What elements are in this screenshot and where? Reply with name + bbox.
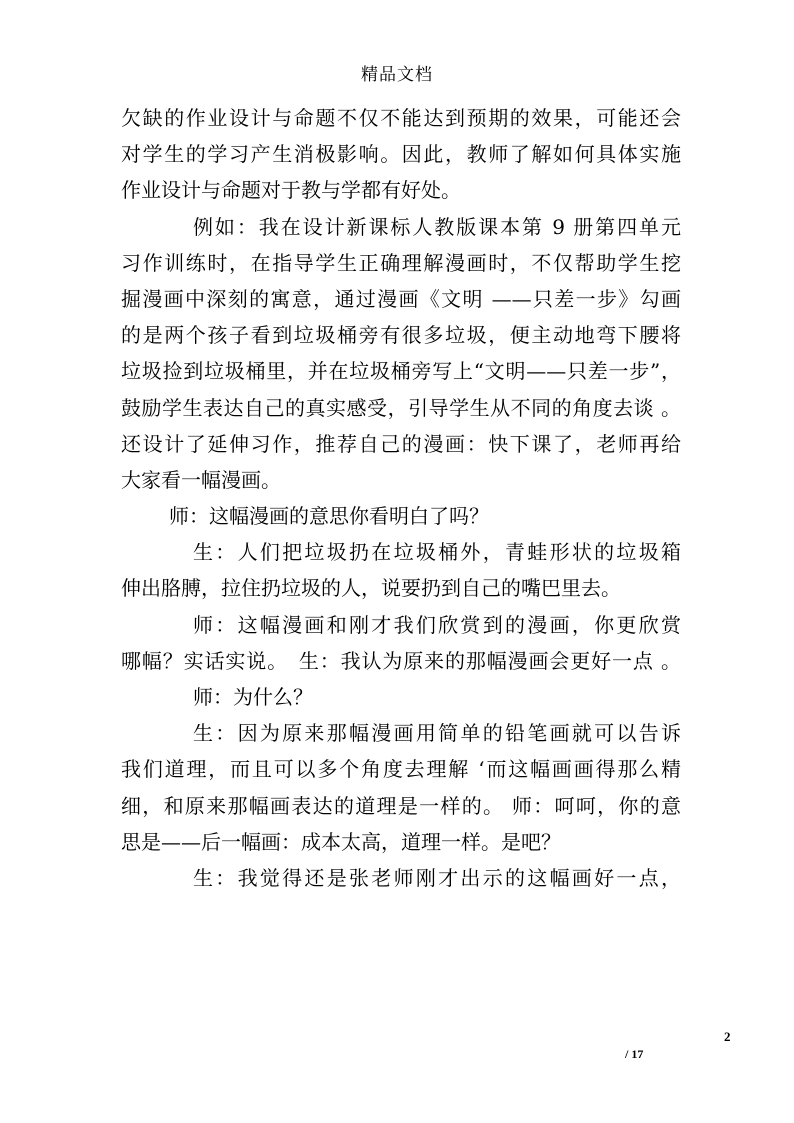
text-line: 细，和原来那幅画表达的道理是一样的。 师：呵呵，你的意 xyxy=(121,793,681,818)
text-line: 垃圾捡到垃圾桶里，并在垃圾桶旁写上“文明——只差一步”， xyxy=(121,359,681,384)
text-line: 我们道理，而且可以多个角度去理解 ‘而这幅画画得那么精 xyxy=(121,757,681,782)
text-line: 习作训练时，在指导学生正确理解漫画时，不仅帮助学生挖 xyxy=(121,250,681,275)
text-line: 生：人们把垃圾扔在垃圾桶外，青蛙形状的垃圾箱 xyxy=(193,540,681,565)
text-line: 鼓励学生表达自己的真实感受，引导学生从不同的角度去谈 。 xyxy=(121,395,681,420)
text-line: 作业设计与命题对于教与学都有好处。 xyxy=(121,178,461,203)
page-total: / 17 xyxy=(625,1047,644,1061)
text-line: 生：我觉得还是张老师刚才出示的这幅画好一点， xyxy=(193,865,681,890)
text-line: 生：因为原来那幅漫画用简单的铅笔画就可以告诉 xyxy=(193,721,681,746)
text-line: 对学生的学习产生消极影响。因此，教师了解如何具体实施 xyxy=(121,142,681,167)
page-number: 2 xyxy=(724,1029,731,1044)
text-line: 师：这幅漫画的意思你看明白了吗？ xyxy=(169,504,489,529)
text-line: 掘漫画中深刻的寓意，通过漫画《文明 ——只差一步》勾画 xyxy=(121,286,681,311)
text-line: 哪幅？实话实说。 生：我认为原来的那幅漫画会更好一点 。 xyxy=(121,648,681,673)
text-line: 的是两个孩子看到垃圾桶旁有很多垃圾，便主动地弯下腰将 xyxy=(121,323,681,348)
text-line: 大家看一幅漫画。 xyxy=(121,467,281,492)
text-line: 欠缺的作业设计与命题不仅不能达到预期的效果，可能还会 xyxy=(121,106,681,130)
text-line: 师：为什么？ xyxy=(193,685,313,709)
page-header-title: 精品文档 xyxy=(361,65,433,85)
document-body xyxy=(121,100,681,896)
text-line: 思是——后一幅画：成本太高，道理一样。是吧？ xyxy=(121,829,561,854)
text-line: 还设计了延伸习作，推荐自己的漫画：快下课了，老师再给 xyxy=(121,431,681,456)
text-line: 师：这幅漫画和刚才我们欣赏到的漫画，你更欣赏 xyxy=(193,612,681,637)
text-line: 伸出胳膊，拉住扔垃圾的人，说要扔到自己的嘴巴里去。 xyxy=(121,576,621,601)
text-line: 例如：我在设计新课标人教版课本第 9 册第四单元 xyxy=(193,214,681,239)
